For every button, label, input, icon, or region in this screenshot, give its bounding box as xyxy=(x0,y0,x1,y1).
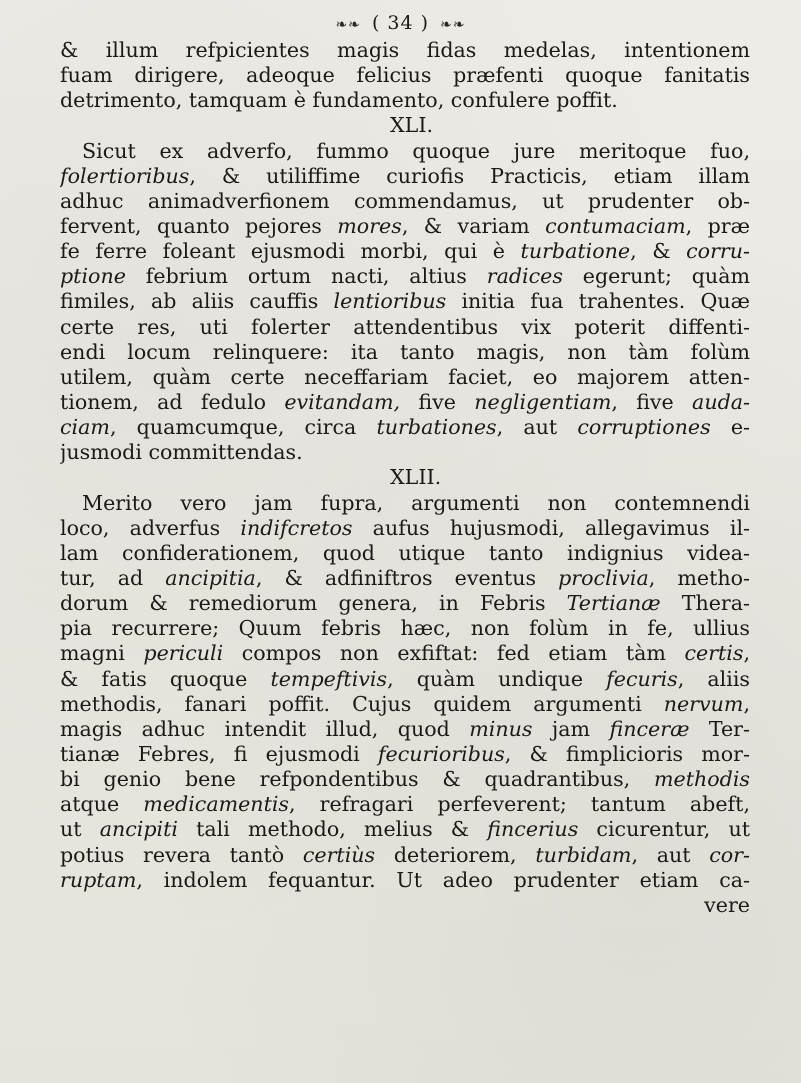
text-segment: , aut xyxy=(496,415,578,440)
text-segment: ut xyxy=(60,817,100,842)
text-segment: , & xyxy=(630,239,687,264)
text-line xyxy=(60,63,750,88)
italic-term: proclivia xyxy=(558,565,649,590)
text-line xyxy=(60,38,750,63)
text-segment: initia fua trahentes. Quæ xyxy=(446,289,750,314)
text-segment: , & adfiniftros eventus xyxy=(255,565,559,590)
page-header xyxy=(0,12,801,34)
text-line xyxy=(60,491,750,516)
text-segment: bi genio bene refpondentibus & quadrantibus, xyxy=(60,767,654,792)
text-line xyxy=(60,415,750,440)
text-segment: XLI. xyxy=(390,113,434,138)
text-segment: Thera- xyxy=(660,591,750,616)
text-segment: tur, ad xyxy=(60,565,166,590)
text-line xyxy=(60,390,750,415)
text-line xyxy=(60,164,750,189)
text-segment: pia recurrere; Quum febris hæc, non folùm in fe, ullius xyxy=(60,616,750,641)
text-segment: dorum & remediorum genera, in Febris xyxy=(60,591,567,616)
text-segment: cicurentur, ut xyxy=(578,817,750,842)
text-segment: , xyxy=(743,641,750,666)
italic-term: nervum xyxy=(663,691,744,716)
text-line xyxy=(60,289,750,314)
text-segment: , quàm undique xyxy=(387,666,607,691)
text-line xyxy=(60,440,750,465)
italic-term: periculi xyxy=(143,641,224,666)
text-segment: tionem, ad fedulo xyxy=(60,389,285,414)
italic-term: lentioribus xyxy=(333,289,447,314)
text-segment: XLII. xyxy=(390,465,442,490)
italic-term: corruptiones xyxy=(577,415,711,440)
text-segment: magni xyxy=(60,641,144,666)
text-line xyxy=(60,566,750,591)
text-segment: e- xyxy=(710,415,750,440)
text-segment: adhuc animadverfionem commendamus, ut prudenter ob- xyxy=(60,188,750,213)
text-segment: fe ferre foleant ejusmodi morbi, qui è xyxy=(60,239,521,264)
text-segment: methodis, fanari poffit. Cujus quidem argumenti xyxy=(60,691,664,716)
italic-term: ciam xyxy=(60,415,110,440)
italic-term: medicamentis xyxy=(143,792,290,817)
italic-term: turbationes xyxy=(376,415,497,440)
text-segment: Merito vero jam fupra, argumenti non contemnendi xyxy=(82,490,750,515)
text-segment: magis adhuc intendit illud, quod xyxy=(60,716,470,741)
italic-term: folertioribus xyxy=(60,163,190,188)
text-segment: febrium ortum nacti, altius xyxy=(125,264,487,289)
italic-term: radices xyxy=(486,264,563,289)
text-line xyxy=(60,264,750,289)
text-segment: , aliis xyxy=(677,666,750,691)
text-line xyxy=(60,139,750,164)
section-heading xyxy=(60,113,750,138)
text-segment: utilem, quàm certe neceffariam faciet, eo majorem atten- xyxy=(60,364,750,389)
italic-term: negligentiam xyxy=(474,389,612,414)
text-line xyxy=(60,214,750,239)
text-segment: , & utiliffime curiofis Practicis, etiam illam xyxy=(189,163,750,188)
ornament-left-icon: ❧❧ xyxy=(335,17,361,33)
italic-term: ancipiti xyxy=(99,817,178,842)
text-line xyxy=(60,591,750,616)
text-line xyxy=(60,742,750,767)
text-segment: certe res, uti folerter attendentibus vix poterit diffenti- xyxy=(60,314,750,339)
text-segment: , indolem fequantur. Ut adeo prudenter etiam ca- xyxy=(136,867,750,892)
italic-term: certis xyxy=(684,641,744,666)
text-line xyxy=(60,843,750,868)
text-segment: lam confiderationem, quod utique tanto indignius videa- xyxy=(60,540,750,565)
italic-term: corru- xyxy=(686,239,750,264)
italic-term: certiùs xyxy=(302,842,376,867)
text-segment: , & variam xyxy=(401,213,546,238)
italic-term: turbatione xyxy=(520,239,631,264)
text-line xyxy=(60,239,750,264)
italic-term: auda- xyxy=(692,389,750,414)
text-line xyxy=(60,817,750,842)
text-segment: aufus hujusmodi, allegavimus il- xyxy=(352,515,750,540)
italic-term: indifcretos xyxy=(240,515,353,540)
text-line xyxy=(60,667,750,692)
text-line xyxy=(60,641,750,666)
text-segment: Ter- xyxy=(689,716,750,741)
section-heading xyxy=(60,465,750,490)
text-segment: egerunt; quàm xyxy=(562,264,750,289)
italic-term: ruptam xyxy=(60,867,137,892)
text-segment: Sicut ex adverfo, fummo quoque jure meritoque fuo, xyxy=(82,138,750,163)
text-line xyxy=(60,792,750,817)
italic-term: evitandam, xyxy=(284,389,401,414)
text-line xyxy=(60,616,750,641)
text-segment: & fatis quoque xyxy=(60,666,271,691)
ornament-right-icon: ❧❧ xyxy=(440,17,466,33)
text-segment: jusmodi committendas. xyxy=(60,440,303,465)
italic-term: ptione xyxy=(60,264,126,289)
text-segment: endi locum relinquere: ita tanto magis, non tàm folùm xyxy=(60,339,750,364)
text-segment: jam xyxy=(532,716,610,741)
italic-term: turbidam xyxy=(535,842,632,867)
text-line xyxy=(60,189,750,214)
text-segment: loco, adverfus xyxy=(60,515,241,540)
text-segment: compos non exfiftat: fed etiam tàm xyxy=(223,641,685,666)
text-segment: tianæ Febres, fi ejusmodi xyxy=(60,741,378,766)
italic-term: ancipitia xyxy=(165,565,256,590)
italic-term: contumaciam xyxy=(545,213,686,238)
text-segment: & illum refpicientes magis fidas medelas, intentionem xyxy=(60,38,750,62)
text-segment: fuam dirigere, adeoque felicius præfenti quoque fanitatis xyxy=(60,63,750,88)
text-segment: deteriorem, xyxy=(375,842,536,867)
text-segment: , metho- xyxy=(648,565,750,590)
text-segment: , refragari perfeverent; tantum abeft, xyxy=(289,792,750,817)
italic-term: methodis xyxy=(654,767,750,792)
text-line xyxy=(60,717,750,742)
text-segment: , aut xyxy=(631,842,710,867)
text-line xyxy=(60,365,750,390)
text-segment: tali methodo, melius & xyxy=(177,817,488,842)
text-line xyxy=(60,340,750,365)
text-line xyxy=(60,692,750,717)
body-text xyxy=(60,38,750,918)
italic-term: tempeftivis xyxy=(270,666,388,691)
text-segment: fervent, quanto pejores xyxy=(60,213,338,238)
text-segment: vere xyxy=(704,892,750,917)
italic-term: Tertianæ xyxy=(566,591,661,616)
text-line xyxy=(60,767,750,792)
text-segment: , & fimplicioris mor- xyxy=(504,741,750,766)
italic-term: finceræ xyxy=(609,716,690,741)
italic-term: mores xyxy=(337,213,402,238)
text-segment: potius revera tantò xyxy=(60,842,303,867)
text-segment: five xyxy=(400,389,475,414)
text-line xyxy=(60,315,750,340)
text-line xyxy=(60,868,750,893)
italic-term: minus xyxy=(469,716,533,741)
text-segment: fimiles, ab aliis cauffis xyxy=(60,289,334,314)
italic-term: cor- xyxy=(709,842,750,867)
text-segment: , quamcumque, circa xyxy=(109,415,377,440)
italic-term: fecuris xyxy=(606,666,678,691)
italic-term: fincerius xyxy=(487,817,579,842)
page-number: ( 34 ) xyxy=(371,12,430,34)
text-segment: atque xyxy=(60,792,144,817)
text-line xyxy=(60,516,750,541)
text-line xyxy=(60,893,750,918)
text-segment: , xyxy=(743,691,750,716)
text-segment: , præ xyxy=(685,213,750,238)
italic-term: fecurioribus xyxy=(377,741,505,766)
text-line xyxy=(60,88,750,113)
text-segment: detrimento, tamquam è fundamento, confulere poffit. xyxy=(60,88,618,113)
text-line xyxy=(60,541,750,566)
text-segment: , five xyxy=(611,389,693,414)
